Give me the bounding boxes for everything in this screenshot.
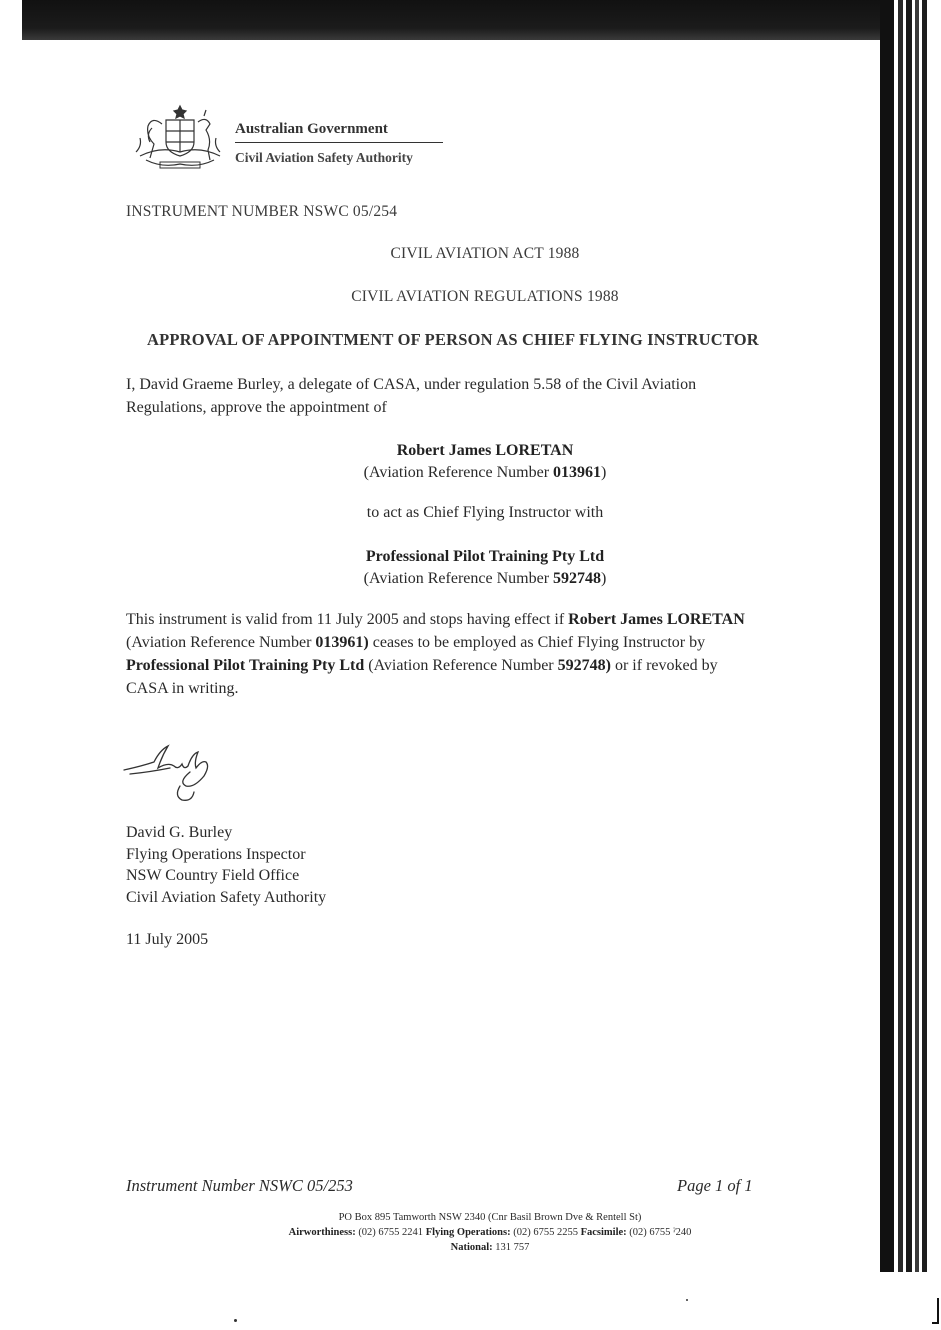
document-heading: APPROVAL OF APPOINTMENT OF PERSON AS CHIEF FLYING INSTRUCTOR: [147, 330, 759, 349]
signatory-title: Flying Operations Inspector: [126, 845, 306, 863]
scan-speck: [686, 1299, 688, 1301]
letterhead-rule: [235, 142, 443, 143]
letterhead: [132, 102, 462, 174]
organisation-name: Professional Pilot Training Pty Ltd: [365, 548, 605, 565]
footer-phones: Airworthiness: (02) 6755 2241 Flying Operations: (02) 6755 2255 Facsimile: (02) 6755 ˀ240: [288, 1227, 692, 1238]
footer-national: National: 131 757: [450, 1242, 530, 1253]
signatory-name: David G. Burley: [126, 824, 233, 841]
act-title: CIVIL AVIATION ACT 1988: [390, 245, 580, 262]
organisation-arn: (Aviation Reference Number 592748): [363, 570, 607, 587]
footer-instrument-number: Instrument Number NSWC 05/253: [126, 1176, 353, 1195]
authority-name: Civil Aviation Safety Authority: [235, 150, 413, 165]
role-text: to act as Chief Flying Instructor with: [366, 504, 604, 521]
footer-address: PO Box 895 Tamworth NSW 2340 (Cnr Basil Brown Dve & Rentell St): [338, 1212, 642, 1223]
appointee-name: Robert James LORETAN: [396, 442, 574, 459]
footer-page-number: Page 1 of 1: [677, 1176, 753, 1195]
organisation-block: [200, 546, 770, 590]
scan-right-border: [880, 0, 941, 1330]
signature: [118, 738, 228, 806]
appointee-arn: (Aviation Reference Number 013961): [363, 464, 607, 481]
intro-line-1: I, David Graeme Burley, a delegate of CASA, under regulation 5.58 of the Civil Aviation: [126, 376, 697, 393]
intro-paragraph: [126, 373, 826, 419]
appointee-block: [200, 440, 770, 484]
government-name: Australian Government: [235, 121, 388, 137]
scan-corner-mark: [932, 1298, 939, 1324]
signatory-organisation: Civil Aviation Safety Authority: [126, 888, 327, 906]
coat-of-arms-icon: [132, 102, 228, 172]
issue-date: 11 July 2005: [126, 931, 209, 948]
instrument-number: INSTRUMENT NUMBER NSWC 05/254: [126, 203, 398, 220]
signatory-block: [126, 822, 326, 908]
signatory-office: NSW Country Field Office: [126, 867, 300, 884]
intro-line-2: Regulations, approve the appointment of: [126, 399, 387, 416]
footer-contact: [170, 1210, 810, 1255]
regulations-title: CIVIL AVIATION REGULATIONS 1988: [351, 288, 619, 305]
scan-speck: [234, 1319, 237, 1322]
scan-top-border: [22, 0, 892, 40]
validity-paragraph: This instrument is valid from 11 July 2005 and stops having effect if Robert James LORETAN (Aviation Reference Number 013961) ceases to be employed as Chief Flying Instructor by Professional Pilot Training Pty Ltd (Aviation Reference Number 592748) or if revoked by CASA in writing.: [126, 611, 745, 697]
